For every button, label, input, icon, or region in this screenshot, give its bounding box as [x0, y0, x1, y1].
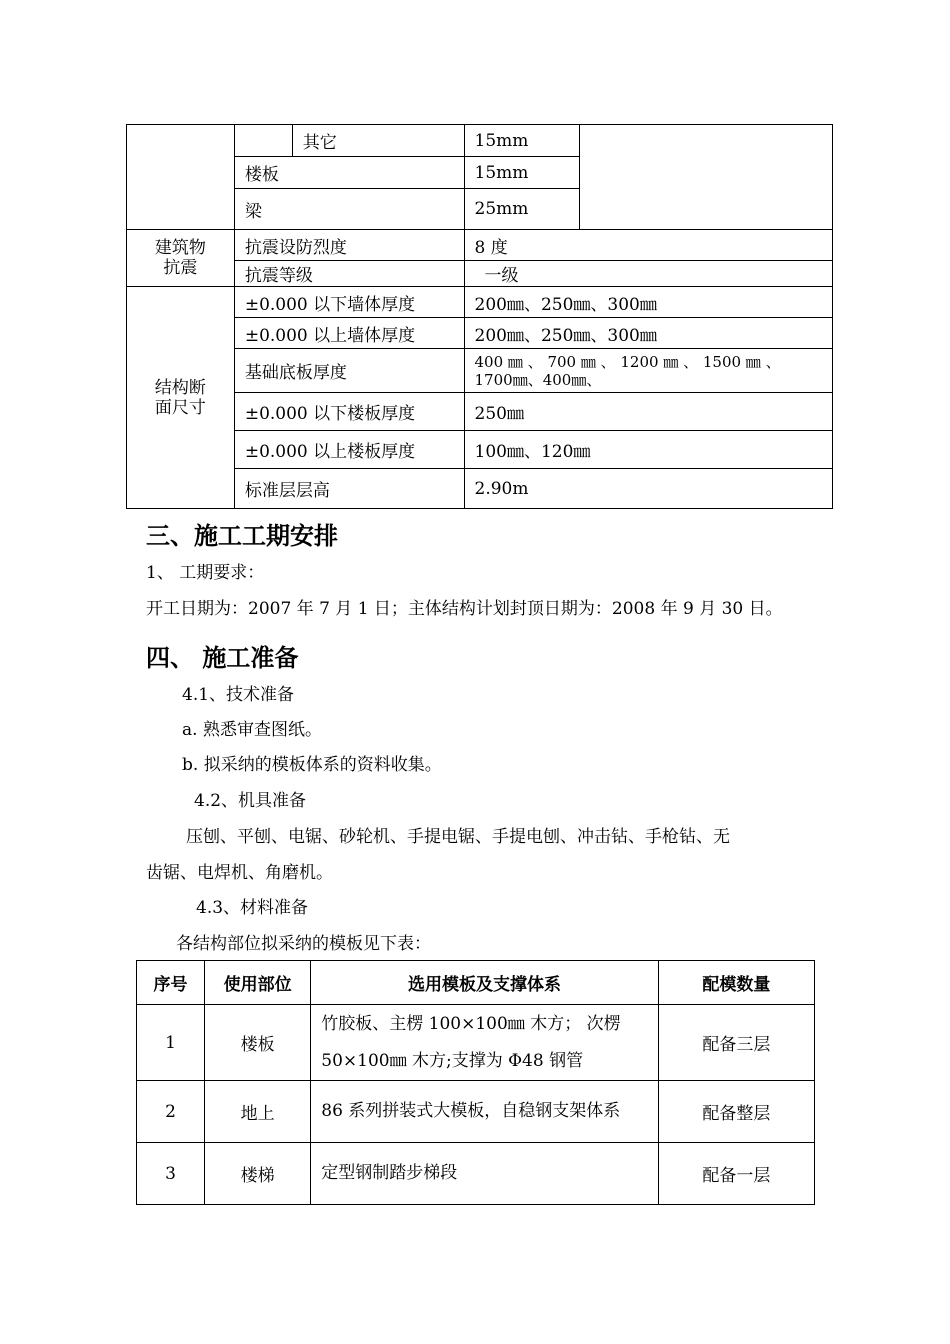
value-cell: 400 ㎜ 、 700 ㎜ 、 1200 ㎜ 、 1500 ㎜ 、 1700㎜、400㎜、 — [464, 349, 832, 393]
table-header-row — [137, 961, 815, 1005]
value-cell: 250㎜ — [464, 393, 832, 431]
item-cell: 楼板 — [234, 157, 464, 189]
table-row — [127, 230, 833, 261]
header-part: 使用部位 — [205, 961, 311, 1005]
tools-line-2: 齿锯、电焊机、角磨机。 — [146, 863, 333, 883]
row-part: 楼梯 — [205, 1143, 311, 1205]
group-cell-section: 结构断 面尺寸 — [127, 287, 235, 509]
row-system-line: 50×100㎜ 木方;支撑为 Φ48 钢管 — [321, 1050, 584, 1071]
row-system-line: 竹胶板、主楞 100×100㎜ 木方； 次楞 — [321, 1013, 621, 1034]
row-qty: 配备整层 — [658, 1081, 814, 1143]
item-cell: 梁 — [234, 189, 464, 230]
item-cell: 其它 — [292, 125, 464, 157]
table-row — [137, 1081, 815, 1143]
row-no: 1 — [137, 1005, 205, 1081]
row-part: 地上 — [205, 1081, 311, 1143]
row-part: 楼板 — [205, 1005, 311, 1081]
value-cell: 15mm — [464, 125, 580, 157]
value-cell: 2.90m — [464, 469, 832, 509]
value-cell: 一级 — [464, 261, 832, 287]
schedule-requirement: 1、 工期要求： — [146, 563, 265, 583]
table-row — [127, 287, 833, 318]
schedule-dates: 开工日期为：2007 年 7 月 1 日；主体结构计划封顶日期为：2008 年 9 月 30 日。 — [146, 599, 783, 619]
section4-heading: 四、 施工准备 — [146, 644, 299, 672]
item-cell: ±0.000 以上墙体厚度 — [234, 318, 464, 349]
item-cell: 标准层层高 — [234, 469, 464, 509]
header-qty: 配模数量 — [658, 961, 814, 1005]
row-system: 定型钢制踏步梯段 — [311, 1143, 659, 1205]
item-cell: 抗震设防烈度 — [234, 230, 464, 261]
item-cell: ±0.000 以下墙体厚度 — [234, 287, 464, 318]
item-cell: 抗震等级 — [234, 261, 464, 287]
formwork-table — [136, 960, 815, 1205]
header-no: 序号 — [137, 961, 205, 1005]
value-cell: 200㎜、250㎜、300㎜ — [464, 318, 832, 349]
value-cell: 8 度 — [464, 230, 832, 261]
header-system: 选用模板及支撑体系 — [311, 961, 659, 1005]
materials-intro: 各结构部位拟采纳的模板见下表： — [176, 934, 431, 954]
section3-heading: 三、施工工期安排 — [146, 522, 338, 550]
tools-line-1: 压刨、平刨、电锯、砂轮机、手提电锯、手提电刨、冲击钻、手枪钻、无 — [186, 827, 730, 847]
value-cell: 100㎜、120㎜ — [464, 431, 832, 469]
subsection-4-3: 4.3、材料准备 — [196, 898, 309, 918]
row-no: 2 — [137, 1081, 205, 1143]
row-system — [311, 1005, 659, 1081]
prep-item-b: b. 拟采纳的模板体系的资料收集。 — [182, 755, 442, 775]
row-qty: 配备一层 — [658, 1143, 814, 1205]
row-no: 3 — [137, 1143, 205, 1205]
item-cell: ±0.000 以下楼板厚度 — [234, 393, 464, 431]
table-row — [137, 1005, 815, 1081]
group-cell-seismic: 建筑物 抗震 — [127, 230, 235, 287]
value-cell: 25mm — [464, 189, 580, 230]
value-cell: 200㎜、250㎜、300㎜ — [464, 287, 832, 318]
table-row — [127, 125, 833, 157]
subsection-4-2: 4.2、机具准备 — [194, 791, 307, 811]
spec-table — [126, 124, 833, 509]
prep-item-a: a. 熟悉审查图纸。 — [182, 720, 322, 740]
subsection-4-1: 4.1、技术准备 — [182, 685, 295, 705]
row-qty: 配备三层 — [658, 1005, 814, 1081]
item-cell: 基础底板厚度 — [234, 349, 464, 393]
item-cell: ±0.000 以上楼板厚度 — [234, 431, 464, 469]
table-row — [137, 1143, 815, 1205]
row-system: 86 系列拼装式大模板，自稳钢支架体系 — [311, 1081, 659, 1143]
value-cell: 15mm — [464, 157, 580, 189]
